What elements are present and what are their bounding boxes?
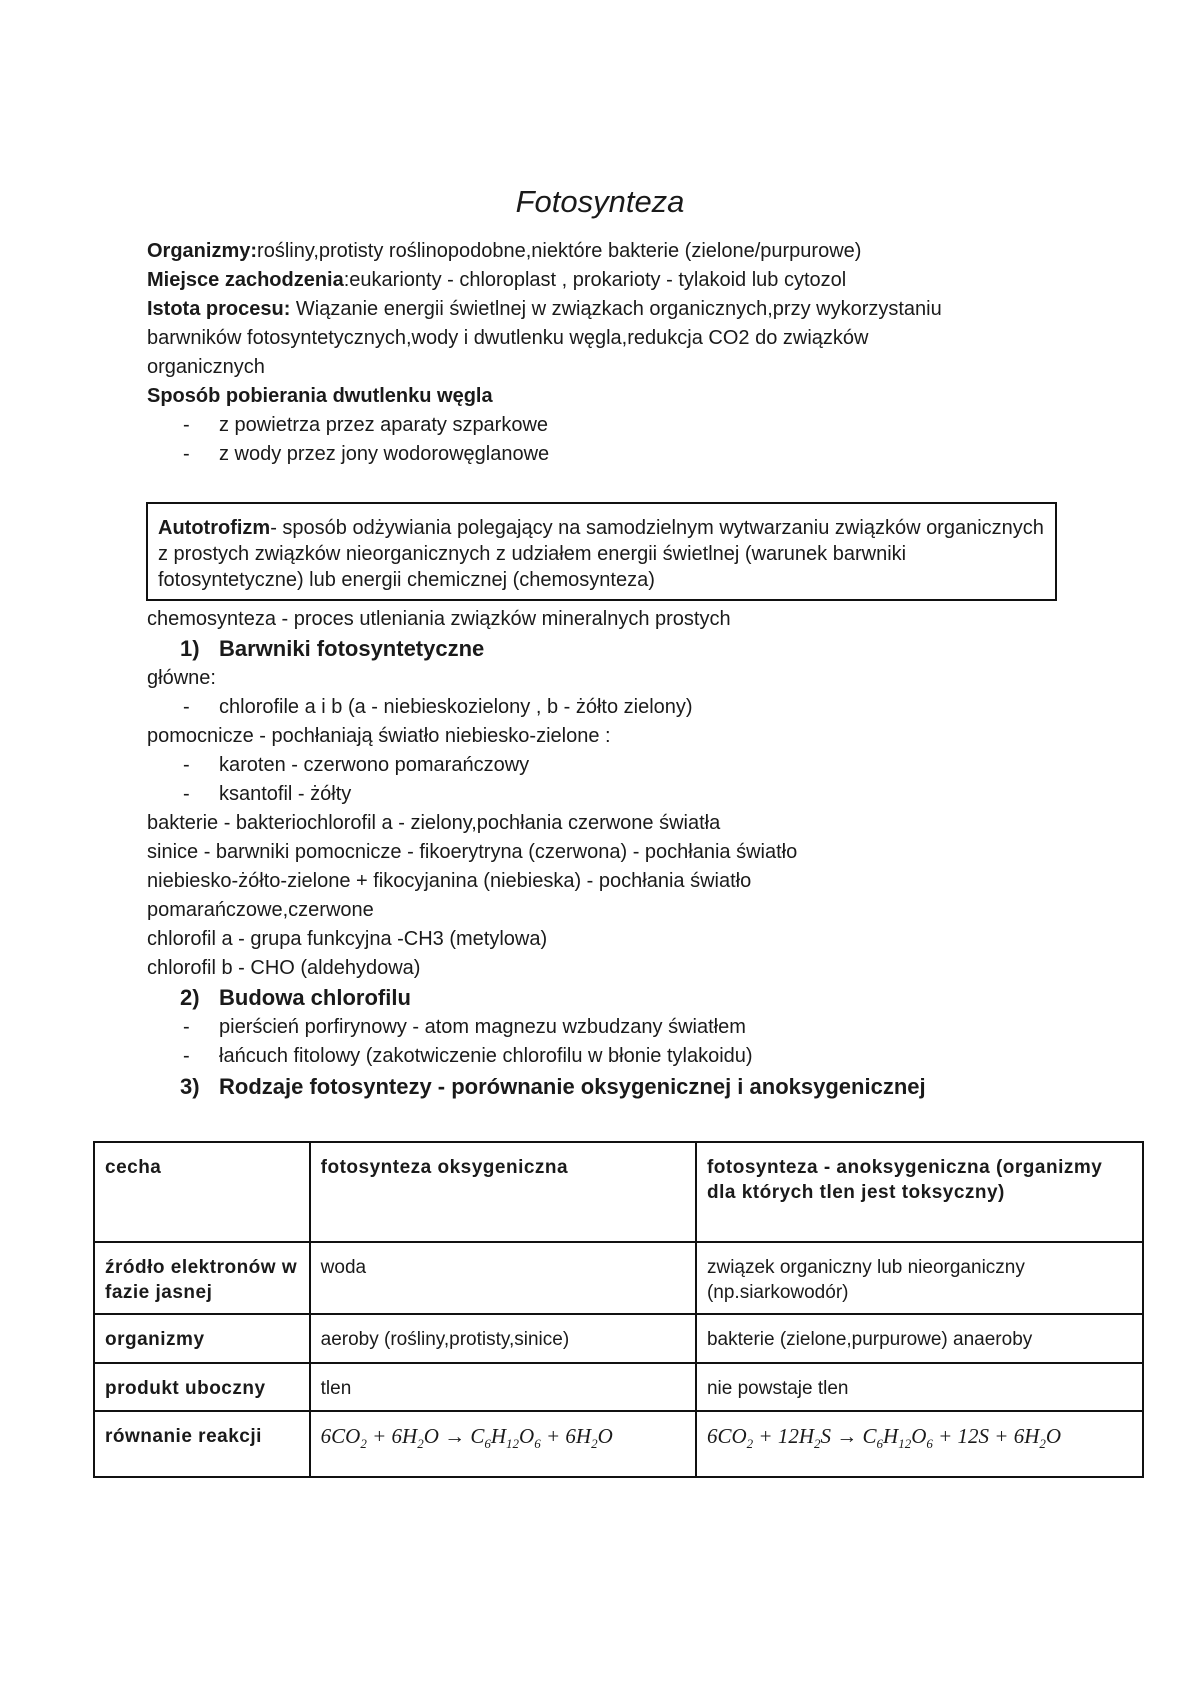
istota-label: Istota procesu: (147, 298, 291, 320)
organizmy-label: Organizmy: (147, 240, 258, 262)
table-row (94, 1411, 1143, 1477)
organizmy-text: rośliny,protisty roślinopodobne,niektóre bakterie (zielone/purpurowe) (257, 240, 862, 262)
istota-line-1 (147, 295, 942, 324)
autotrofizm-label: Autotrofizm (158, 517, 271, 539)
table-cell: aeroby (rośliny,protisty,sinice) (310, 1314, 696, 1363)
table-cell: woda (310, 1242, 696, 1314)
miejsce-line (147, 266, 846, 295)
list-item: z powietrza przez aparaty szparkowe (219, 414, 549, 436)
text-line: chlorofil a - grupa funkcyjna -CH3 (metylowa) (147, 928, 548, 950)
table-cell: związek organiczny lub nieorganiczny (np.siarkowodór) (696, 1242, 1143, 1314)
table-row (94, 1363, 1143, 1411)
equation-oxygenic (310, 1411, 696, 1477)
row-label-cell: źródło elektronów w fazie jasnej (94, 1242, 310, 1314)
istota-line-2: barwników fotosyntetycznych,wody i dwutlenku węgla,redukcja CO2 do związków (147, 327, 869, 349)
list-item: z wody przez jony wodorowęglanowe (219, 443, 550, 465)
pomocnicze-line: pomocnicze - pochłaniają światło niebiesko-zielone : (147, 725, 611, 747)
section-heading-rodzaje: Rodzaje fotosyntezy - porównanie oksygenicznej i anoksygenicznej (219, 1074, 926, 1099)
bullet-dash: - (183, 1016, 190, 1038)
autotrofizm-definition-box (146, 502, 1057, 601)
list-item: ksantofil - żółty (219, 783, 352, 805)
miejsce-text: :eukarionty - chloroplast , prokarioty - tylakoid lub cytozol (343, 269, 847, 291)
section-number: 1) (180, 636, 200, 661)
table-header-row (94, 1142, 1143, 1242)
equation-anoxygenic (696, 1411, 1143, 1477)
text-line: chlorofil b - CHO (aldehydowa) (147, 957, 421, 979)
table-cell: bakterie (zielone,purpurowe) anaeroby (696, 1314, 1143, 1363)
list-item: karoten - czerwono pomarańczowy (219, 754, 530, 776)
table-header-cell: cecha (94, 1142, 310, 1242)
text-line: bakterie - bakteriochlorofil a - zielony,pochłania czerwone światła (147, 812, 721, 834)
row-label-cell: organizmy (94, 1314, 310, 1363)
bullet-dash: - (183, 1045, 190, 1067)
bullet-dash: - (183, 754, 190, 776)
page-title: Fotosynteza (515, 184, 685, 219)
table-cell: tlen (310, 1363, 696, 1411)
row-label-cell: produkt uboczny (94, 1363, 310, 1411)
section-heading-budowa: Budowa chlorofilu (219, 985, 411, 1010)
miejsce-label: Miejsce zachodzenia (147, 269, 344, 291)
text-line: pomarańczowe,czerwone (147, 899, 374, 921)
table-row (94, 1314, 1143, 1363)
organizmy-line (147, 237, 861, 266)
list-item: łańcuch fitolowy (zakotwiczenie chlorofilu w błonie tylakoidu) (219, 1045, 753, 1067)
equation-oxygenic-formula: $6CO_2 + 6H_2O \to C_6H_{12}O_6 + 6H_2O$ (320, 1424, 613, 1452)
sposob-heading: Sposób pobierania dwutlenku węgla (147, 385, 493, 407)
equation-anoxygenic-formula: $6CO_2 + 12H_2S \to C_6H_{12}O_6 + 12S + 6H_2O$ (706, 1424, 1062, 1452)
section-heading-barwniki: Barwniki fotosyntetyczne (219, 636, 485, 661)
bullet-dash: - (183, 443, 190, 465)
bullet-dash: - (183, 696, 190, 718)
istota-line-3: organicznych (147, 356, 265, 378)
section-number: 2) (180, 985, 200, 1010)
comparison-table (93, 1141, 1144, 1478)
chemosynteza-line: chemosynteza - proces utleniania związków mineralnych prostych (147, 608, 731, 630)
list-item: pierścień porfirynowy - atom magnezu wzbudzany światłem (219, 1016, 746, 1038)
table-cell: nie powstaje tlen (696, 1363, 1143, 1411)
table-header-cell: fotosynteza - anoksygeniczna (organizmy dla których tlen jest toksyczny) (696, 1142, 1143, 1242)
autotrofizm-text: - sposób odżywiania polegający na samodzielnym wytwarzaniu związków organicznych z prostych związków nieorganicznych z udziałem energii świetlnej (warunek barwniki fotosyntetyczne) lub energii chemicznej (chemosynteza) (158, 517, 1044, 591)
list-item: chlorofile a i b (a - niebieskozielony , b - żółto zielony) (219, 696, 693, 718)
text-line: niebiesko-żółto-zielone + fikocyjanina (niebieska) - pochłania światło (147, 870, 752, 892)
bullet-dash: - (183, 783, 190, 805)
glowne-label: główne: (147, 667, 216, 689)
table-row (94, 1242, 1143, 1314)
row-label-cell: równanie reakcji (94, 1411, 310, 1477)
section-number: 3) (180, 1074, 200, 1099)
istota-text-1: Wiązanie energii świetlnej w związkach organicznych,przy wykorzystaniu (290, 298, 942, 320)
bullet-dash: - (183, 414, 190, 436)
table-header-cell: fotosynteza oksygeniczna (310, 1142, 696, 1242)
text-line: sinice - barwniki pomocnicze - fikoerytryna (czerwona) - pochłania światło (147, 841, 798, 863)
